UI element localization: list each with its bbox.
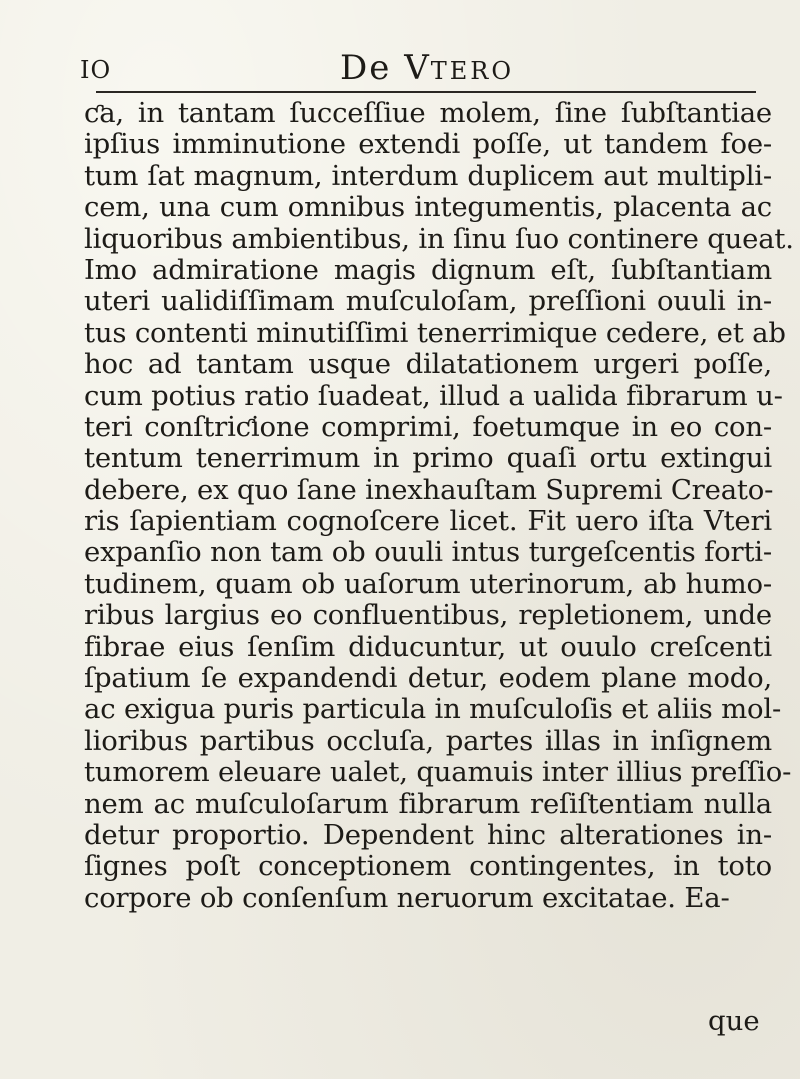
text-line: fibrae eius ſenſim diducuntur, ut ouulo creſcenti [84, 630, 772, 663]
text-line: tum ſat magnum, interdum duplicem aut multipli- [84, 159, 772, 192]
running-head-rest: TERO [430, 57, 515, 85]
text-line: tus contenti minutiſſimi tenerrimique cedere, et ab [84, 316, 786, 349]
text-line: liquoribus ambientibus, in ſinu ſuo continere queat. [84, 222, 794, 255]
page-number: IO [80, 56, 112, 84]
text-line: Imo admiratione magis dignum eſt, ſubſtantiam [84, 253, 772, 286]
text-line: hoc ad tantam usque dilatationem urgeri poſſe, [84, 348, 772, 381]
catchword: que [708, 1005, 760, 1037]
text-line: cum potius ratio ſuadeat, illud a ualida fibrarum u- [84, 379, 783, 412]
text-line: ribus largius eo confluentibus, repletionem, unde [84, 599, 772, 632]
text-line: nem ac muſculoſarum fibrarum reſiſtentiam nulla [84, 787, 772, 820]
text-line: cem, una cum omnibus integumentis, placenta ac [84, 191, 772, 224]
text-line: teri conſtriƈione comprimi, foetumque in eo con- [84, 410, 772, 443]
text-line: detur proportio. Dependent hinc alterationes in- [84, 818, 772, 851]
header-rule [96, 91, 756, 93]
text-line: debere, ex quo ſane inexhauſtam Supremi Creato- [84, 473, 774, 506]
page-header [0, 48, 800, 88]
text-line: ac exigua puris particula in muſculoſis et aliis mol- [84, 693, 782, 726]
text-line: uteri ualidiſſimam muſculoſam, preſſioni ouuli in- [84, 285, 772, 318]
text-line: tentum tenerrimum in primo quaſi ortu extingui [84, 442, 772, 475]
text-line: corpore ob conſenſum neruorum excitatae. Ea- [84, 881, 730, 914]
text-line: tumorem eleuare ualet, quamuis inter illius preſſio- [84, 756, 792, 789]
running-head [340, 48, 514, 88]
body-text [84, 97, 794, 914]
text-line: ſignes poſt conceptionem contingentes, in toto [84, 850, 772, 883]
text-line: ſpatium ſe expandendi detur, eodem plane modo, [84, 662, 772, 695]
text-line: lioribus partibus occluſa, partes illas in inſignem [84, 724, 772, 757]
text-line: ƈa, in tantam ſucceſſiue molem, ſine ſubſtantiae [84, 97, 772, 129]
text-line: ipſius imminutione extendi poſſe, ut tandem foe- [84, 128, 772, 161]
text-line: tudinem, quam ob uaſorum uterinorum, ab humo- [84, 567, 772, 600]
text-line: expanſio non tam ob ouuli intus turgeſcentis forti- [84, 536, 772, 569]
text-line: ris ſapientiam cognoſcere licet. Fit uero iſta Vteri [84, 505, 772, 538]
running-head-initial: De V [340, 48, 431, 88]
